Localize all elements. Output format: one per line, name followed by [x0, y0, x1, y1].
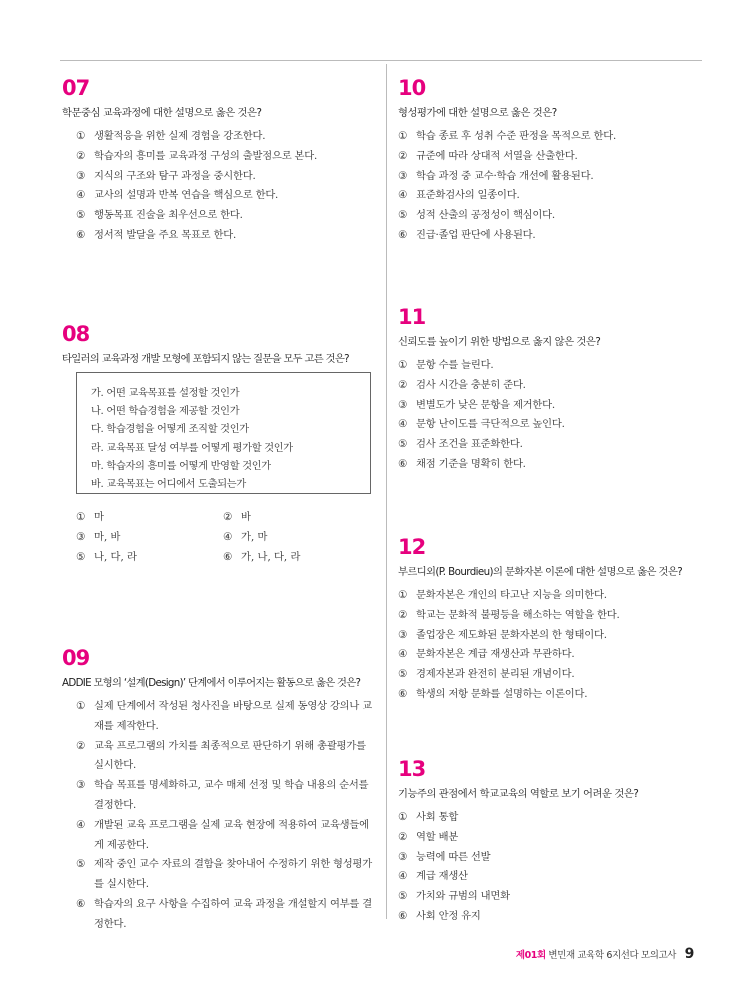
option-text: 문화자본은 계급 재생산과 무관하다.	[416, 648, 575, 661]
option-4[interactable]	[76, 816, 372, 856]
option-text: 생활적응을 위한 실제 경험을 강조한다.	[94, 130, 266, 142]
option-text: 가치와 규범의 내면화	[416, 890, 510, 903]
option-4[interactable]	[398, 867, 698, 887]
question-text: ADDIE 모형의 ‘설계(Design)’ 단계에서 이루어지는 활동으로 옳은 것은?	[62, 677, 361, 689]
option-text: 역할 배분	[416, 830, 459, 843]
option-number: ②	[398, 608, 408, 621]
box-item: 마. 학습자의 흥미를 어떻게 반영할 것인가	[91, 460, 271, 472]
box-item: 나. 어떤 학습경험을 제공할 것인가	[91, 406, 240, 418]
question-10	[398, 76, 698, 246]
option-number: ⑤	[398, 890, 408, 903]
option-3[interactable]	[398, 167, 698, 187]
option-text: 가, 나, 다, 라	[241, 550, 301, 563]
top-rule	[60, 60, 702, 61]
option-number: ⑥	[76, 228, 86, 241]
options-list	[398, 808, 698, 927]
option-number: ⑤	[398, 668, 408, 681]
option-text: 행동목표 진술을 최우선으로 한다.	[94, 209, 243, 222]
option-text: 교육 프로그램의 가치를 최종적으로 판단하기 위해 총괄평가를 실시한다.	[94, 739, 366, 772]
option-number: ③	[398, 398, 408, 411]
option-text: 졸업장은 제도화된 문화자본의 한 형태이다.	[416, 628, 607, 641]
option-text: 가, 마	[241, 530, 268, 543]
option-text: 성적 산출의 공정성이 핵심이다.	[416, 209, 555, 222]
option-5[interactable]	[76, 855, 372, 895]
question-text: 형성평가에 대한 설명으로 옳은 것은?	[398, 107, 557, 119]
option-2[interactable]	[76, 147, 378, 167]
option-5[interactable]	[398, 435, 698, 455]
option-number: ②	[223, 511, 233, 523]
page-number: 9	[684, 946, 694, 962]
question-text: 신뢰도를 높이기 위한 방법으로 옳지 않은 것은?	[398, 336, 601, 348]
option-1[interactable]	[398, 356, 698, 376]
option-text: 문항 난이도를 극단적으로 높인다.	[416, 418, 565, 431]
option-5[interactable]	[398, 206, 698, 226]
option-3[interactable]	[398, 396, 698, 416]
option-6[interactable]	[398, 907, 698, 927]
option-text: 문화자본은 개인의 타고난 지능을 의미한다.	[416, 589, 607, 601]
option-number: ①	[76, 511, 86, 523]
option-text: 학교는 문화적 불평등을 해소하는 역할을 한다.	[416, 608, 620, 621]
option-number: ①	[398, 589, 408, 601]
option-number: ①	[398, 359, 408, 371]
option-text: 규준에 따라 상대적 서열을 산출한다.	[416, 149, 578, 162]
option-3[interactable]	[76, 776, 372, 816]
option-number: ③	[76, 779, 86, 792]
option-number: ⑥	[398, 687, 408, 700]
option-number: ⑥	[398, 228, 408, 241]
option-number: ⑤	[398, 209, 408, 222]
option-5[interactable]	[398, 887, 698, 907]
option-number: ①	[398, 130, 408, 142]
option-text: 변별도가 낮은 문항을 제거한다.	[416, 398, 555, 411]
option-4[interactable]	[398, 645, 698, 665]
option-number: ①	[76, 130, 86, 142]
option-number: ②	[76, 739, 86, 752]
box-item: 다. 학습경험을 어떻게 조직할 것인가	[91, 424, 249, 436]
option-number: ①	[398, 811, 408, 823]
option-number: ②	[398, 149, 408, 162]
option-4[interactable]	[76, 186, 378, 206]
box-item: 바. 교육목표는 어디에서 도출되는가	[91, 479, 246, 491]
option-text: 개발된 교육 프로그램을 실제 교육 현장에 적용하여 교육생들에게 제공한다.	[94, 818, 369, 851]
question-number: 08	[62, 322, 90, 346]
option-1[interactable]	[398, 127, 698, 147]
option-1[interactable]	[398, 586, 698, 606]
episode-label: 제01회	[515, 950, 546, 961]
option-text: 나, 다, 라	[94, 550, 137, 563]
option-number: ④	[76, 189, 86, 202]
option-text: 학습자의 흥미를 교육과정 구성의 출발점으로 본다.	[94, 149, 318, 162]
option-text: 경제자본과 완전히 분리된 개념이다.	[416, 668, 575, 681]
question-number: 07	[62, 76, 90, 100]
option-text: 검사 시간을 충분히 준다.	[416, 378, 526, 391]
option-text: 채점 기준을 명확히 한다.	[416, 457, 526, 470]
question-text: 부르디외(P. Bourdieu)의 문화자본 이론에 대한 설명으로 옳은 것은?	[398, 566, 683, 578]
option-text: 정서적 발달을 주요 목표로 한다.	[94, 228, 237, 241]
option-number: ⑤	[76, 858, 86, 871]
option-3[interactable]	[76, 528, 223, 548]
option-number: ④	[398, 870, 408, 883]
option-text: 실제 단계에서 작성된 청사진을 바탕으로 실제 동영상 강의나 교재를 제작한다.	[94, 700, 372, 732]
option-6[interactable]	[398, 685, 698, 705]
condition-box	[76, 372, 371, 494]
option-2[interactable]	[398, 828, 698, 848]
option-1[interactable]	[76, 127, 378, 147]
option-3[interactable]	[398, 848, 698, 868]
option-number: ③	[398, 850, 408, 863]
option-text: 사회 안정 유지	[416, 909, 481, 922]
option-number: ⑤	[398, 438, 408, 451]
option-number: ④	[398, 648, 408, 661]
options-list	[76, 697, 372, 935]
option-3[interactable]	[398, 626, 698, 646]
question-text: 기능주의 관점에서 학교교육의 역할로 보기 어려운 것은?	[398, 788, 639, 800]
question-number: 09	[62, 646, 90, 670]
question-08	[62, 322, 378, 365]
option-2[interactable]	[398, 376, 698, 396]
option-number: ③	[76, 530, 86, 543]
question-11	[398, 305, 698, 475]
question-13	[398, 757, 698, 927]
option-5[interactable]	[398, 665, 698, 685]
box-item: 라. 교육목표 달성 여부를 어떻게 평가할 것인가	[91, 442, 293, 454]
option-3[interactable]	[76, 167, 378, 187]
option-6[interactable]	[398, 455, 698, 475]
option-text: 학습 과정 중 교수·학습 개선에 활용된다.	[416, 169, 594, 182]
option-2[interactable]	[398, 606, 698, 626]
option-text: 학습 종료 후 성취 수준 판정을 목적으로 한다.	[416, 130, 617, 142]
option-text: 마, 바	[94, 530, 121, 543]
option-number: ③	[76, 169, 86, 182]
question-12	[398, 535, 698, 705]
option-text: 검사 조건을 표준화한다.	[416, 438, 523, 451]
option-number: ⑥	[76, 897, 86, 910]
option-6[interactable]	[76, 226, 378, 246]
options-grid	[76, 508, 376, 567]
option-text: 마	[94, 511, 104, 523]
option-number: ②	[398, 378, 408, 391]
option-4[interactable]	[223, 528, 370, 548]
question-number: 10	[398, 76, 426, 100]
option-text: 학생의 저항 문화를 설명하는 이론이다.	[416, 687, 588, 700]
box-item: 가. 어떤 교육목표를 설정할 것인가	[91, 388, 240, 399]
option-number: ④	[398, 418, 408, 431]
option-text: 표준화검사의 일종이다.	[416, 189, 520, 202]
option-text: 교사의 설명과 반복 연습을 핵심으로 한다.	[94, 189, 279, 202]
option-2[interactable]	[223, 508, 370, 528]
options-list	[398, 127, 698, 246]
question-number: 13	[398, 757, 426, 781]
option-text: 제작 중인 교수 자료의 결함을 찾아내어 수정하기 위한 형성평가를 실시한다.	[94, 858, 372, 891]
option-number: ②	[398, 830, 408, 843]
option-4[interactable]	[398, 415, 698, 435]
option-text: 사회 통합	[416, 811, 459, 823]
option-text: 능력에 따른 선발	[416, 850, 491, 863]
option-number: ⑤	[76, 209, 86, 222]
question-text: 학문중심 교육과정에 대한 설명으로 옳은 것은?	[62, 107, 262, 119]
option-number: ③	[398, 169, 408, 182]
options-list	[398, 356, 698, 475]
option-text: 문항 수를 늘린다.	[416, 359, 494, 371]
option-number: ③	[398, 628, 408, 641]
option-text: 진급·졸업 판단에 사용된다.	[416, 228, 536, 241]
page-footer	[516, 946, 694, 962]
option-6[interactable]	[398, 226, 698, 246]
option-1[interactable]	[76, 508, 223, 528]
option-1[interactable]	[76, 697, 372, 737]
options-list	[76, 127, 378, 246]
question-number: 12	[398, 535, 426, 559]
option-text: 바	[241, 511, 251, 523]
option-2[interactable]	[76, 737, 372, 777]
question-number: 11	[398, 305, 426, 329]
option-number: ①	[76, 700, 86, 712]
question-07	[62, 76, 378, 246]
option-number: ⑥	[398, 457, 408, 470]
exam-title: 변민재 교육학 6지선다 모의고사	[548, 950, 677, 961]
option-5[interactable]	[76, 206, 378, 226]
option-number: ⑥	[398, 909, 408, 922]
option-6[interactable]	[76, 895, 372, 935]
option-5[interactable]	[76, 548, 223, 568]
option-text: 지식의 구조와 탐구 과정을 중시한다.	[94, 169, 256, 182]
option-number: ②	[76, 149, 86, 162]
option-1[interactable]	[398, 808, 698, 828]
option-number: ④	[398, 189, 408, 202]
question-text: 타일러의 교육과정 개발 모형에 포함되지 않는 질문을 모두 고른 것은?	[62, 353, 349, 365]
option-text: 계급 재생산	[416, 870, 468, 883]
option-text: 학습자의 요구 사항을 수집하여 교육 과정을 개설할지 여부를 결정한다.	[94, 897, 372, 930]
options-list	[398, 586, 698, 705]
column-divider	[386, 64, 387, 919]
option-number: ④	[223, 530, 233, 543]
option-2[interactable]	[398, 147, 698, 167]
question-09	[62, 646, 378, 935]
option-6[interactable]	[223, 548, 370, 568]
option-number: ⑥	[223, 550, 233, 563]
option-4[interactable]	[398, 186, 698, 206]
option-number: ④	[76, 818, 86, 831]
option-text: 학습 목표를 명세화하고, 교수 매체 선정 및 학습 내용의 순서를 결정한다.	[94, 779, 369, 811]
option-number: ⑤	[76, 550, 86, 563]
